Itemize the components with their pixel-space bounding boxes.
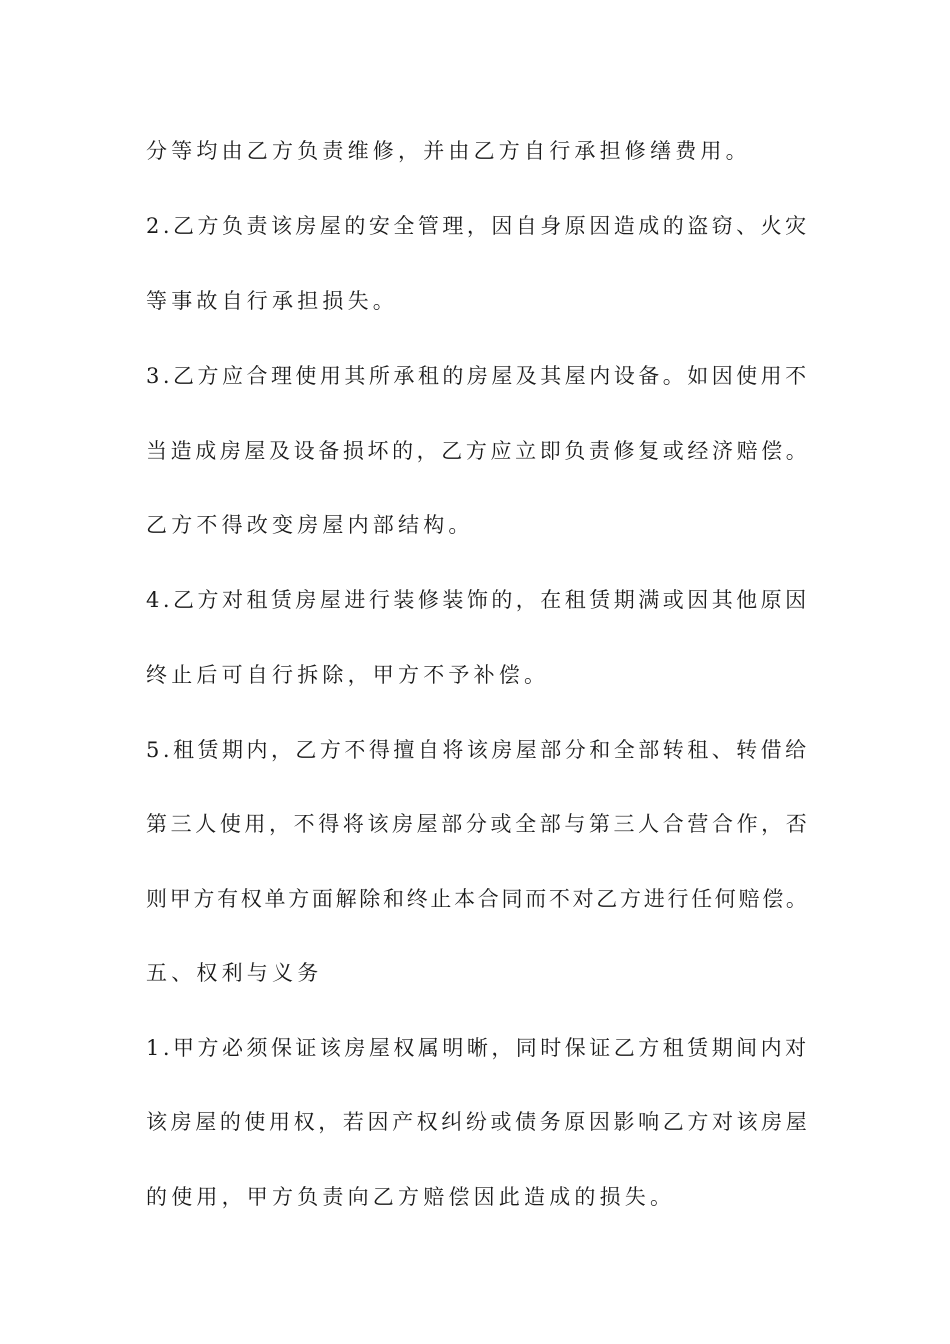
text-line: 第三人使用，不得将该房屋部分或全部与第三人合营合作，否 — [146, 812, 811, 836]
section-heading: 五、权利与义务 — [146, 961, 323, 985]
text-line: 当造成房屋及设备损坏的，乙方应立即负责修复或经济赔偿。 — [146, 439, 811, 463]
text-line: 乙方不得改变房屋内部结构。 — [146, 513, 474, 537]
text-line: 则甲方有权单方面解除和终止本合同而不对乙方进行任何赔偿。 — [146, 887, 810, 911]
text-line: 终止后可自行拆除，甲方不予补偿。 — [146, 663, 550, 687]
text-line: 的使用，甲方负责向乙方赔偿因此造成的损失。 — [146, 1185, 676, 1209]
text-line: 2.乙方负责该房屋的安全管理，因自身原因造成的盗窃、火灾 — [146, 214, 810, 238]
text-line: 分等均由乙方负责维修，并由乙方自行承担修缮费用。 — [146, 139, 751, 163]
text-line: 等事故自行承担损失。 — [146, 289, 398, 313]
text-line: 该房屋的使用权，若因产权纠纷或债务原因影响乙方对该房屋 — [146, 1110, 811, 1134]
text-line: 1.甲方必须保证该房屋权属明晰，同时保证乙方租赁期间内对 — [146, 1036, 810, 1060]
text-line: 4.乙方对租赁房屋进行装修装饰的，在租赁期满或因其他原因 — [146, 588, 810, 612]
text-line: 3.乙方应合理使用其所承租的房屋及其屋内设备。如因使用不 — [146, 364, 810, 388]
text-line: 5.租赁期内，乙方不得擅自将该房屋部分和全部转租、转借给 — [146, 738, 810, 762]
